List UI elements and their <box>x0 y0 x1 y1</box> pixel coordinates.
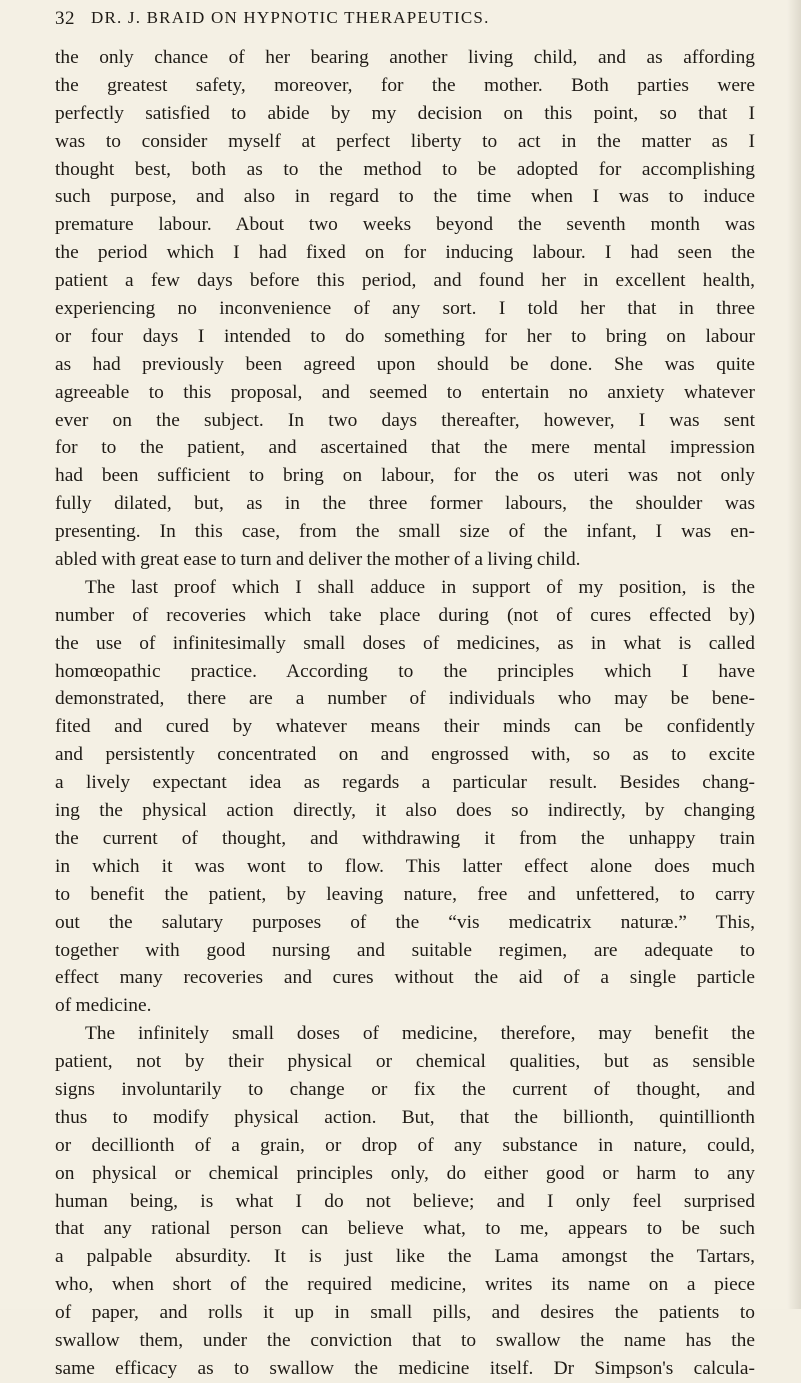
text-line: thus to modify physical action. But, that the billionth, quintillionth <box>55 1106 755 1128</box>
text-line: to benefit the patient, by leaving nature, free and unfettered, to carry <box>55 883 755 905</box>
text-line: ever on the subject. In two days thereafter, however, I was sent <box>55 409 755 431</box>
text-line: in which it was wont to flow. This latter effect alone does much <box>55 855 755 877</box>
text-line: out the salutary purposes of the “vis medicatrix naturæ.” This, <box>55 911 755 933</box>
text-line: same efficacy as to swallow the medicine itself. Dr Simpson's calcula- <box>55 1357 755 1379</box>
text-line: together with good nursing and suitable regimen, are adequate to <box>55 939 755 961</box>
text-line: fully dilated, but, as in the three former labours, the shoulder was <box>55 493 755 515</box>
text-line: or four days I intended to do something for her to bring on labour <box>55 325 755 347</box>
paragraph-start-line: The infinitely small doses of medicine, therefore, may benefit the <box>85 1023 755 1045</box>
text-line: human being, is what I do not believe; and I only feel surprised <box>55 1190 755 1212</box>
text-line: fited and cured by whatever means their minds can be confidently <box>55 716 755 738</box>
text-line: perfectly satisfied to abide by my decision on this point, so that I <box>55 102 755 124</box>
text-line: presenting. In this case, from the small size of the infant, I was en- <box>55 521 755 543</box>
text-line: for to the patient, and ascertained that the mere mental impression <box>55 437 755 459</box>
text-line: experiencing no inconvenience of any sort. I told her that in three <box>55 298 755 320</box>
text-line: the only chance of her bearing another living child, and as affording <box>55 47 755 68</box>
text-line: had been sufficient to bring on labour, for the os uteri was not only <box>55 465 755 487</box>
text-line: patient, not by their physical or chemical qualities, but as sensible <box>55 1051 755 1073</box>
text-line: abled with great ease to turn and deliver the mother of a living child. <box>55 549 581 571</box>
running-head: DR. J. BRAID ON HYPNOTIC THERAPEUTICS. <box>91 8 490 27</box>
text-line: a palpable absurdity. It is just like the Lama amongst the Tartars, <box>55 1246 755 1268</box>
text-line: was to consider myself at perfect liberty to act in the matter as I <box>55 130 755 152</box>
page-number: 32 <box>55 8 75 29</box>
text-line: ing the physical action directly, it also does so indirectly, by changing <box>55 800 755 822</box>
page-edge-shadow <box>787 0 801 1309</box>
text-line: or decillionth of a grain, or drop of any substance in nature, could, <box>55 1134 755 1156</box>
text-line: the greatest safety, moreover, for the mother. Both parties were <box>55 74 755 96</box>
text-line: and persistently concentrated on and engrossed with, so as to excite <box>55 744 755 766</box>
text-line: the use of infinitesimally small doses of medicines, as in what is called <box>55 632 755 654</box>
text-line: swallow them, under the conviction that to swallow the name has the <box>55 1329 755 1351</box>
text-line: agreeable to this proposal, and seemed to entertain no anxiety whatever <box>55 381 755 403</box>
text-line: the current of thought, and withdrawing it from the unhappy train <box>55 827 755 849</box>
body-text <box>55 44 755 1383</box>
text-line: the period which I had fixed on for inducing labour. I had seen the <box>55 242 755 264</box>
text-line: number of recoveries which take place during (not of cures effected by) <box>55 604 755 626</box>
text-line: who, when short of the required medicine, writes its name on a piece <box>55 1274 755 1296</box>
text-line: of paper, and rolls it up in small pills, and desires the patients to <box>55 1302 755 1324</box>
text-line: effect many recoveries and cures without the aid of a single particle <box>55 967 755 989</box>
text-line: as had previously been agreed upon should be done. She was quite <box>55 353 755 375</box>
text-line: demonstrated, there are a number of individuals who may be bene- <box>55 688 755 710</box>
text-line: a lively expectant idea as regards a particular result. Besides chang- <box>55 772 755 794</box>
text-line: patient a few days before this period, and found her in excellent health, <box>55 270 755 292</box>
text-line: on physical or chemical principles only, do either good or harm to any <box>55 1162 755 1184</box>
text-line: signs involuntarily to change or fix the current of thought, and <box>55 1078 755 1100</box>
text-line: of medicine. <box>55 995 152 1017</box>
text-line: premature labour. About two weeks beyond the seventh month was <box>55 214 755 236</box>
text-line: thought best, both as to the method to be adopted for accomplishing <box>55 158 755 180</box>
text-line: homœopathic practice. According to the principles which I have <box>55 660 755 682</box>
paragraph-start-line: The last proof which I shall adduce in support of my position, is the <box>85 576 755 598</box>
text-line: such purpose, and also in regard to the time when I was to induce <box>55 186 755 208</box>
text-line: that any rational person can believe what, to me, appears to be such <box>55 1218 755 1240</box>
page-header <box>55 2 755 42</box>
